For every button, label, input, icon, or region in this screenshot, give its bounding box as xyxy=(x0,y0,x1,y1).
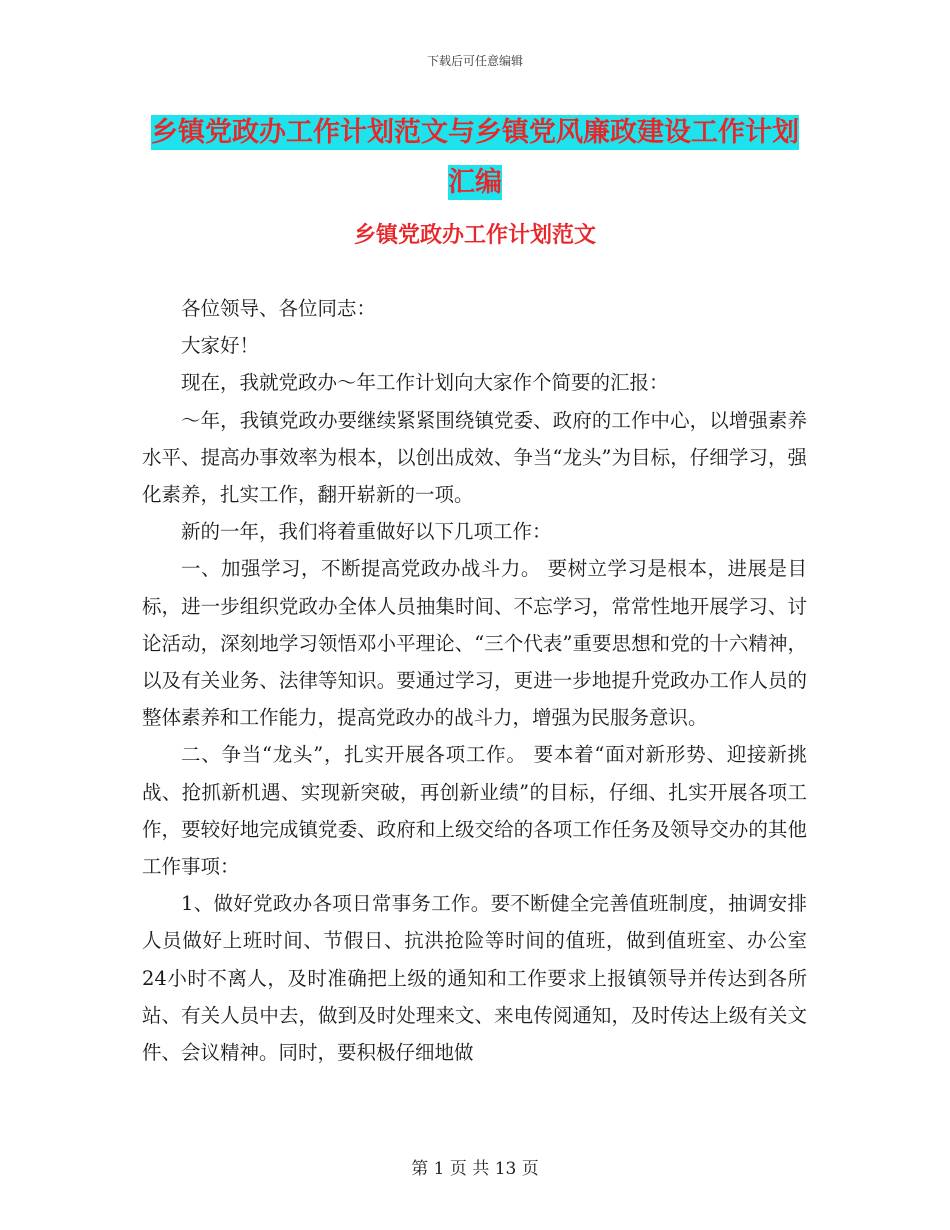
paragraph: 各位领导、各位同志： xyxy=(181,297,377,320)
paragraph: 新的一年，我们将着重做好以下几项工作： xyxy=(181,520,552,544)
paragraph: 大家好！ xyxy=(181,334,260,358)
paragraph: 一、加强学习，不断提高党政办战斗力。 要树立学习是根本，进展是目标，进一步组织党政办全体人员抽集时间、不忘学习，常常性地开展学习、讨论活动，深刻地学习领悟邓小平理论、“三个代表”重要思想和党的十六精神，以及有关业务、法律等知识。要通过学习，更进一步地提升党政办工作人员的整体素养和工作能力，提高党政办的战斗力，增强为民服务意识。 xyxy=(142,557,807,730)
paragraph: ～年，我镇党政办要继续紧紧围绕镇党委、政府的工作中心，以增强素养水平、提高办事效率为根本，以创出成效、争当“龙头”为目标，仔细学习，强化素养，扎实工作，翻开崭新的一项。 xyxy=(142,408,807,507)
document-body xyxy=(142,290,807,1071)
document-title xyxy=(140,108,810,208)
paragraph: 现在，我就党政办～年工作计划向大家作个简要的汇报： xyxy=(181,371,669,395)
paragraph: 1、做好党政办各项日常事务工作。要不断健全完善值班制度，抽调安排人员做好上班时间、节假日、抗洪抢险等时间的值班，做到值班室、办公室24小时不离人，及时准确把上级的通知和工作要求上报镇领导并传达到各所站、有关人员中去，做到及时处理来文、来电传阅通知，及时传达上级有关文件、会议精神。同时，要积极仔细地做 xyxy=(142,892,807,1065)
paragraph: 二、争当“龙头”，扎实开展各项工作。 要本着“面对新形势、迎接新挑战、抢抓新机遇、实现新突破，再创新业绩”的目标，仔细、扎实开展各项工作，要较好地完成镇党委、政府和上级交给的各项工作任务及领导交办的其他工作事项： xyxy=(142,743,807,879)
document-title-text: 乡镇党政办工作计划范文与乡镇党风廉政建设工作计划汇编 xyxy=(151,117,799,198)
section-title: 乡镇党政办工作计划范文 xyxy=(353,222,596,248)
page-header-note: 下载后可任意编辑 xyxy=(426,54,523,68)
page-number: 第 1 页 共 13 页 xyxy=(411,1159,539,1179)
